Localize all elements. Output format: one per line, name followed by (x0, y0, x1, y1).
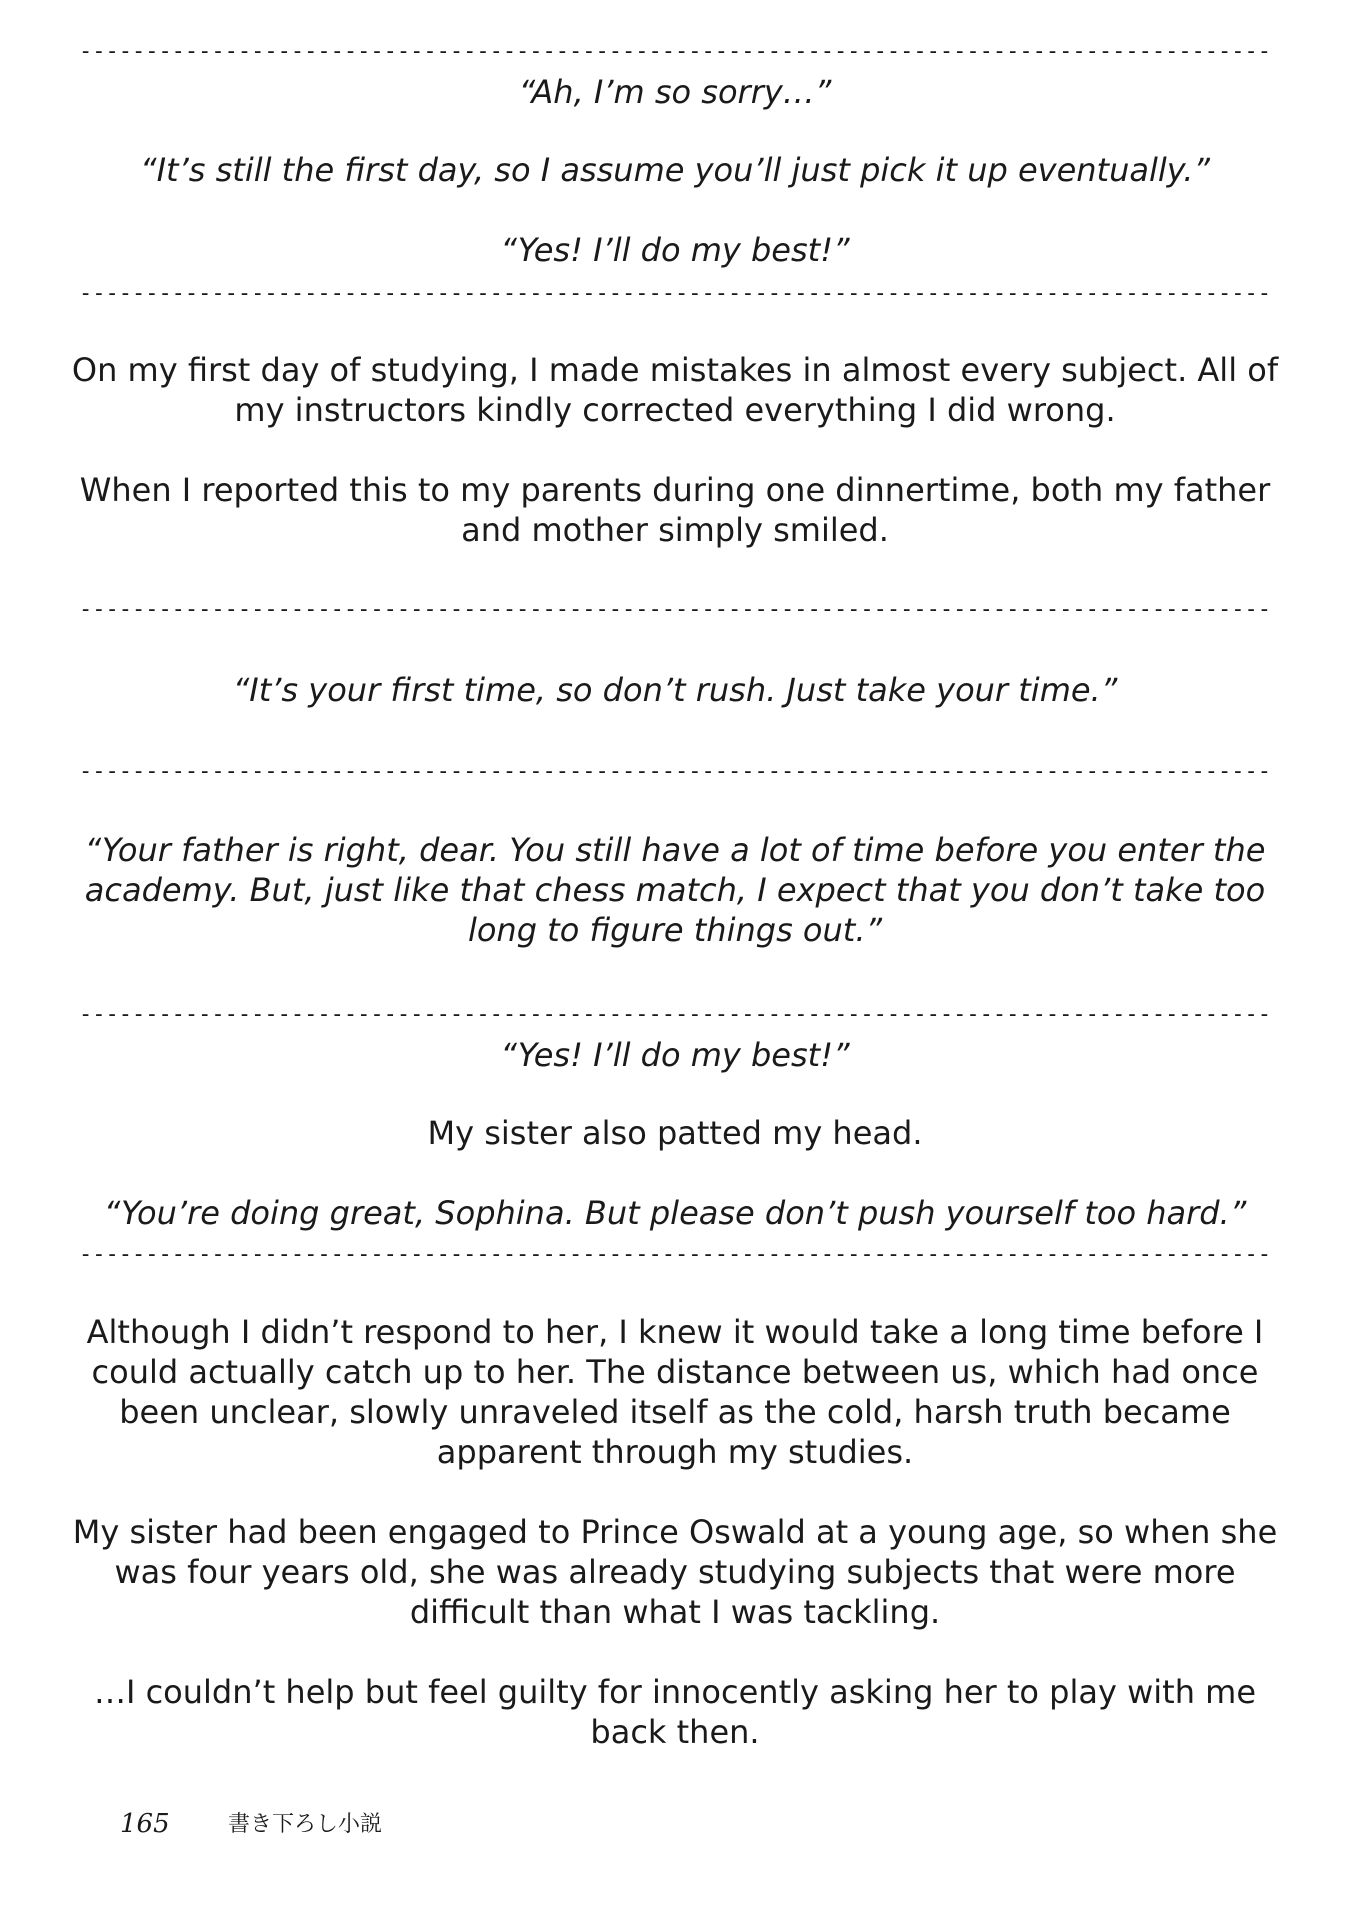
dialogue-line: “Ah, I’m so sorry…” (518, 73, 832, 111)
dialogue-paragraph: “Your father is right, dear. You still have a lot of time before you enter the academy. But, just like that chess match, I expect that you don’t take too long to figure things out.” (84, 831, 1266, 949)
divider: ------------------------------------------------------------------------------------------ (78, 282, 1272, 306)
divider: ------------------------------------------------------------------------------------------ (78, 40, 1272, 64)
narration-paragraph: Although I didn’t respond to her, I knew it would take a long time before I could actually catch up to her. The distance between us, which had once been unclear, slowly unraveled itself as the cold, harsh truth became apparent through my studies. (86, 1313, 1264, 1471)
dialogue-line: “You’re doing great, Sophina. But please don’t push yourself too hard.” (103, 1194, 1247, 1232)
narration-paragraph: On my first day of studying, I made mistakes in almost every subject. All of my instructors kindly corrected everything I did wrong. (71, 351, 1279, 429)
narration-paragraph: When I reported this to my parents during one dinnertime, both my father and mother simply smiled. (79, 471, 1271, 549)
narration-paragraph: My sister had been engaged to Prince Oswald at a young age, so when she was four years old, she was already studying subjects that were more difficult than what I was tackling. (72, 1513, 1278, 1631)
narration-paragraph: …I couldn’t help but feel guilty for innocently asking her to play with me back then. (93, 1673, 1257, 1751)
divider: ------------------------------------------------------------------------------------------ (78, 1003, 1272, 1027)
divider: ------------------------------------------------------------------------------------------ (78, 1243, 1272, 1267)
dialogue-line: “It’s your first time, so don’t rush. Just take your time.” (232, 671, 1118, 709)
dialogue-line: “It’s still the first day, so I assume you’ll just pick it up eventually.” (140, 151, 1210, 189)
narration-line: My sister also patted my head. (427, 1114, 923, 1152)
section-title: 書き下ろし小説 (228, 1812, 383, 1837)
dialogue-line: “Yes! I’ll do my best!” (500, 231, 850, 269)
divider: ------------------------------------------------------------------------------------------ (78, 760, 1272, 784)
divider: ------------------------------------------------------------------------------------------ (78, 598, 1272, 622)
page-number: 165 (120, 1809, 170, 1839)
dialogue-line: “Yes! I’ll do my best!” (500, 1036, 850, 1074)
